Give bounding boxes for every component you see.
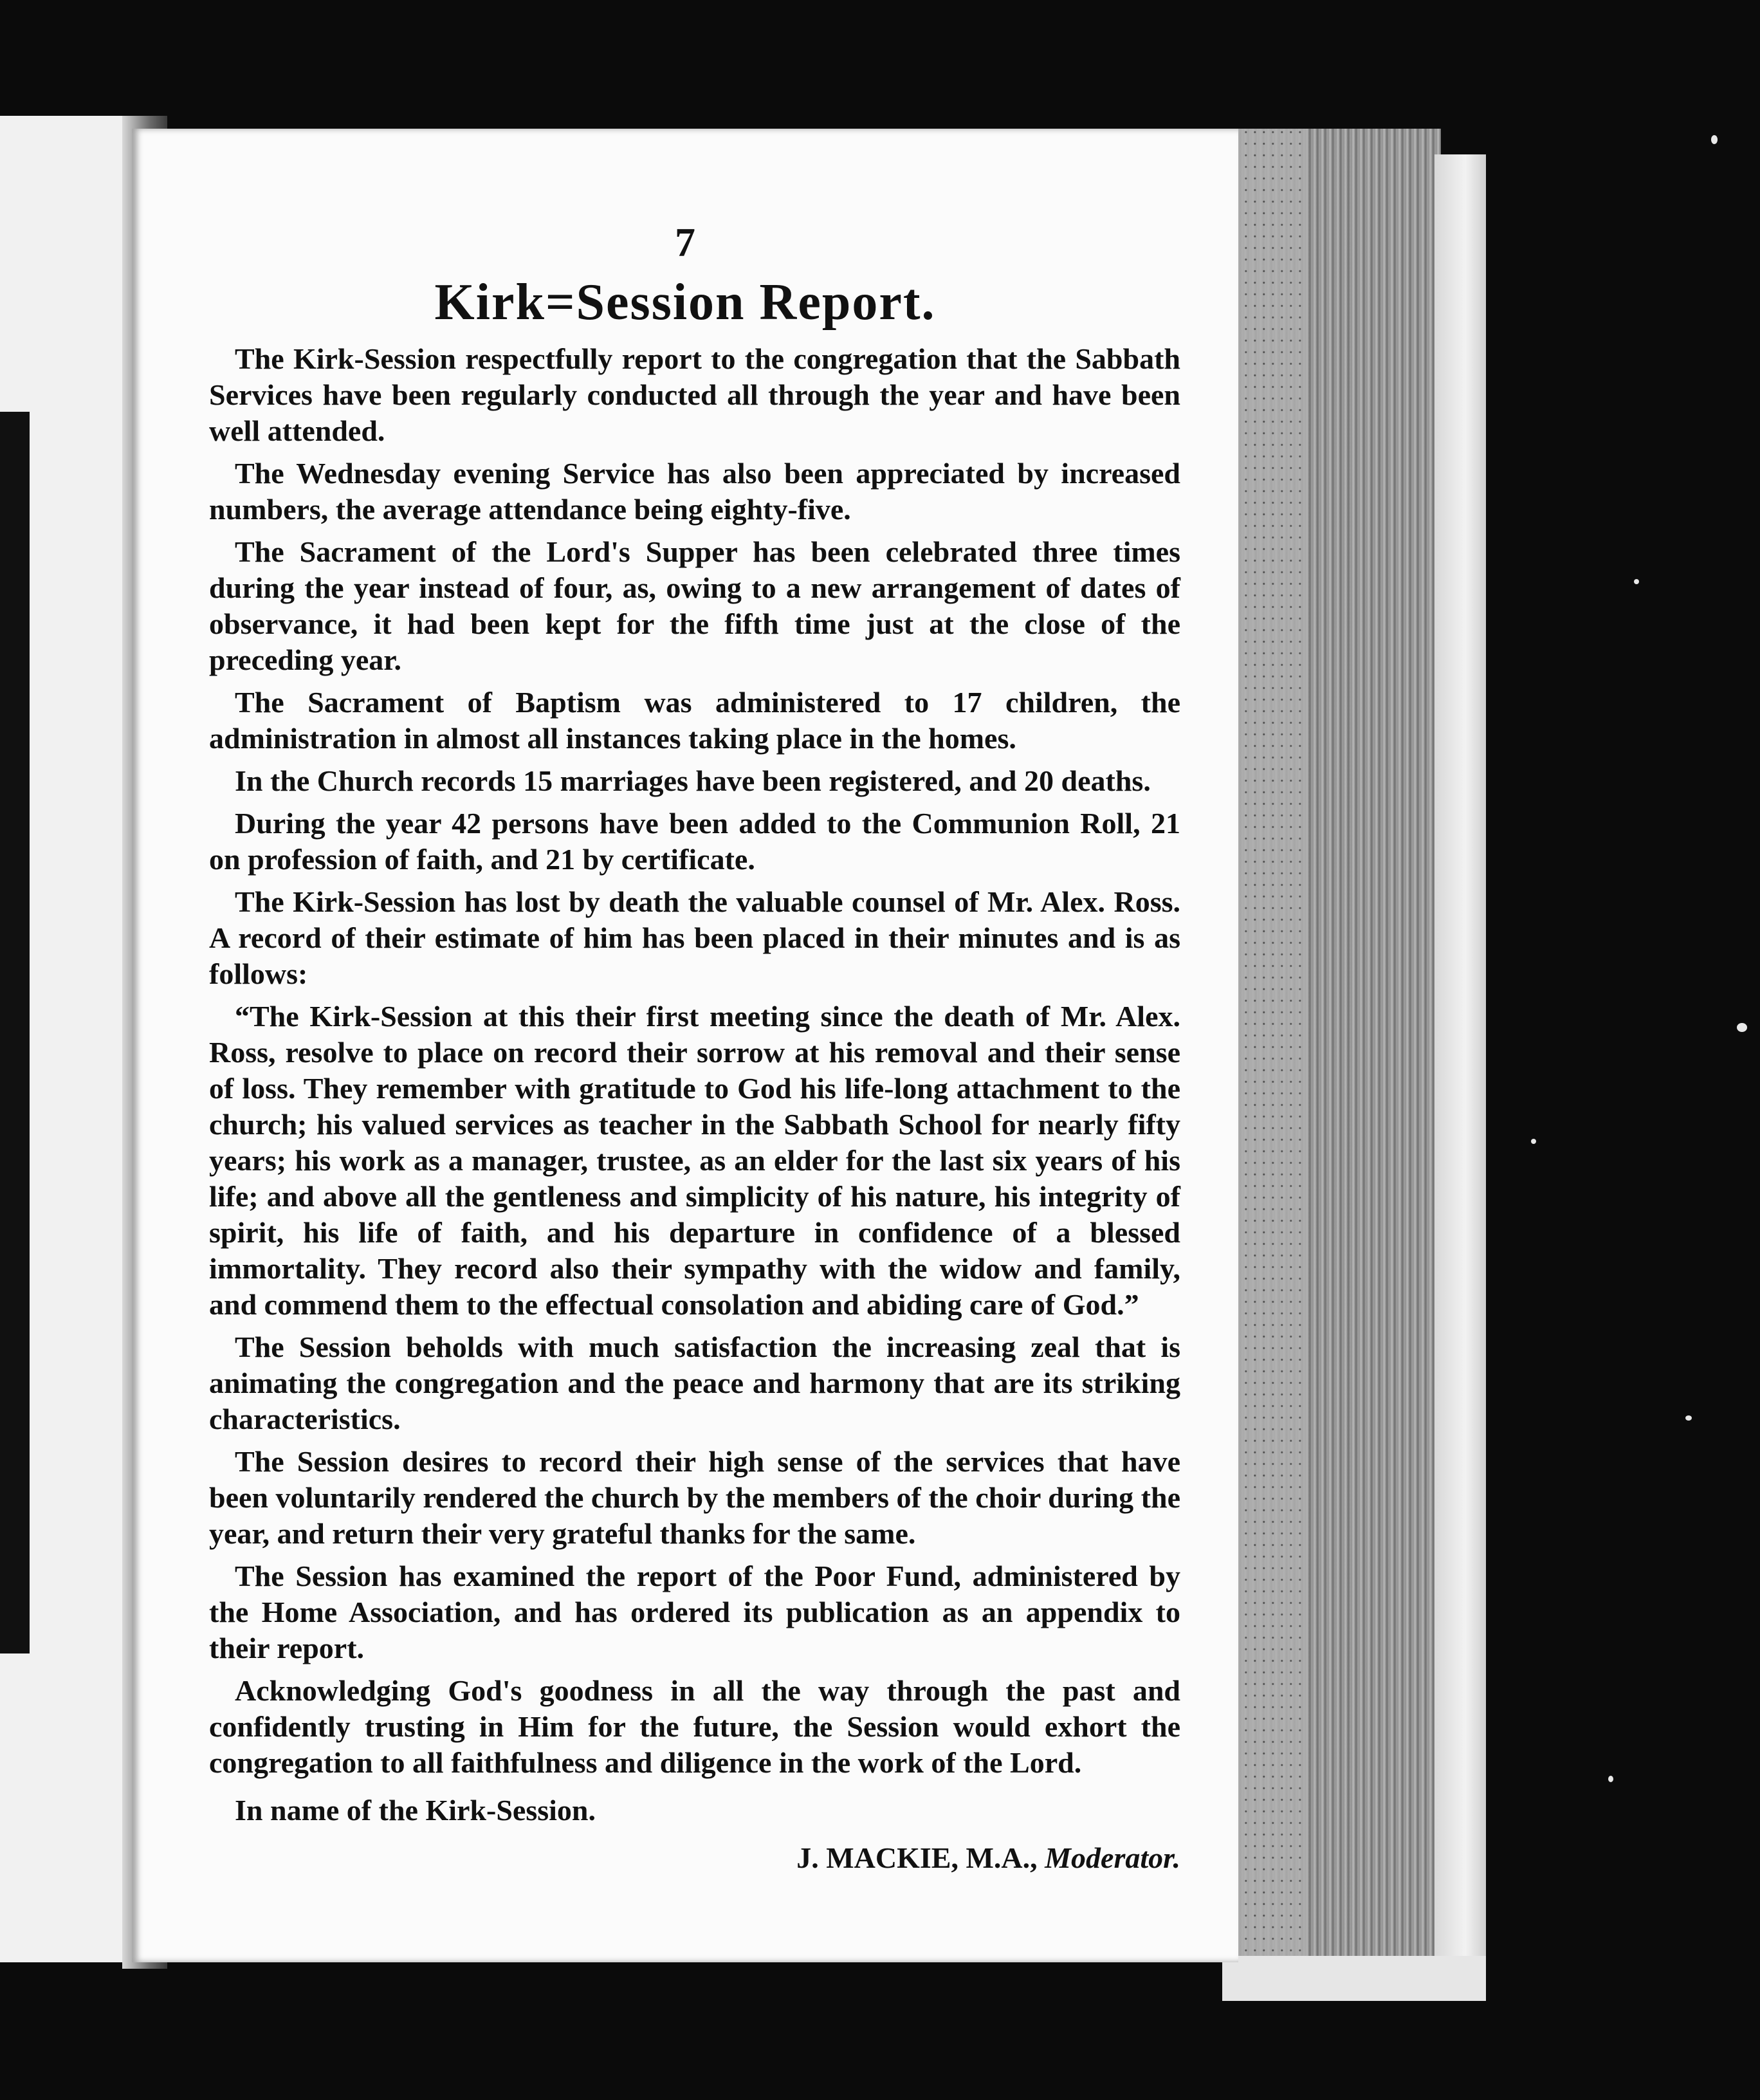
report-paragraph: The Wednesday evening Service has also been appreciated by increased numbers, the average attendance being eighty-five. bbox=[209, 457, 1180, 526]
report-paragraph: Acknowledging God's goodness in all the way through the past and confidently trusting in Him for the future, the Session would exhort the congregation to all faithfulness and diligence in the work of the Lord. bbox=[209, 1674, 1180, 1779]
report-paragraph: The Session beholds with much satisfaction the increasing zeal that is animating the congregation and the peace and harmony that are its striking characteristics. bbox=[209, 1331, 1180, 1435]
book-cover-bottom bbox=[1222, 1956, 1486, 2001]
report-title: Kirk=Session Report. bbox=[434, 274, 936, 331]
report-body bbox=[209, 341, 1180, 1876]
dust-speck bbox=[1634, 579, 1639, 584]
closing-line: In name of the Kirk-Session. bbox=[235, 1794, 596, 1827]
dust-speck bbox=[1531, 1139, 1536, 1144]
signature-name: J. MACKIE, M.A., bbox=[796, 1841, 1038, 1874]
report-paragraph: The Kirk-Session respectfully report to the congregation that the Sabbath Services have been regularly conducted all through the year and have been well attended. bbox=[209, 342, 1180, 447]
printed-page bbox=[132, 129, 1238, 1962]
dust-speck bbox=[1685, 1415, 1692, 1421]
report-paragraph: In the Church records 15 marriages have been registered, and 20 deaths. bbox=[235, 764, 1151, 797]
report-paragraph: The Session has examined the report of the Poor Fund, administered by the Home Association, and has ordered its publication as an appendix to their report. bbox=[209, 1560, 1180, 1664]
book-cover-edge bbox=[1435, 154, 1486, 1975]
report-paragraph: The Sacrament of Baptism was administered to 17 children, the administration in almost all instances taking place in the homes. bbox=[209, 686, 1180, 755]
memorial-quote: “The Kirk-Session at this their first meeting since the death of Mr. Alex. Ross, resolve to place on record their sorrow at his removal and their sense of loss. They remember with gratitude to God his life-long attachment to the church; his valued services as teacher in the Sabbath School for nearly fifty years; his work as a manager, trustee, as an elder for the last six years of his life; and above all the gentleness and simplicity of his nature, his integrity of spirit, his life of faith, and his departure in confidence of a blessed immortality. They record also their sympathy with the widow and family, and commend them to the effectual consolation and abiding care of God.” bbox=[209, 1000, 1180, 1321]
report-paragraph: During the year 42 persons have been added to the Communion Roll, 21 on profession of faith, and 21 by certificate. bbox=[209, 807, 1180, 876]
signature bbox=[209, 1840, 1180, 1876]
dust-speck bbox=[1608, 1776, 1613, 1782]
dust-speck bbox=[1711, 135, 1718, 144]
signature-role: Moderator. bbox=[1045, 1841, 1180, 1874]
facing-page-border bbox=[0, 412, 30, 1653]
page-number: 7 bbox=[675, 219, 695, 265]
report-paragraph: The Session desires to record their high sense of the services that have been voluntarily rendered the church by the members of the choir during the year, and return their very grateful thanks for the same. bbox=[209, 1445, 1180, 1550]
dust-speck bbox=[1737, 1023, 1747, 1032]
report-paragraph: The Sacrament of the Lord's Supper has been celebrated three times during the year instead of four, as, owing to a new arrangement of dates of observance, it had been kept for the fifth time just at the close of the preceding year. bbox=[209, 535, 1180, 676]
report-paragraph: The Kirk-Session has lost by death the valuable counsel of Mr. Alex. Ross. A record of their estimate of him has been placed in their minutes and is as follows: bbox=[209, 885, 1180, 990]
page-edge-texture bbox=[1235, 129, 1306, 1962]
